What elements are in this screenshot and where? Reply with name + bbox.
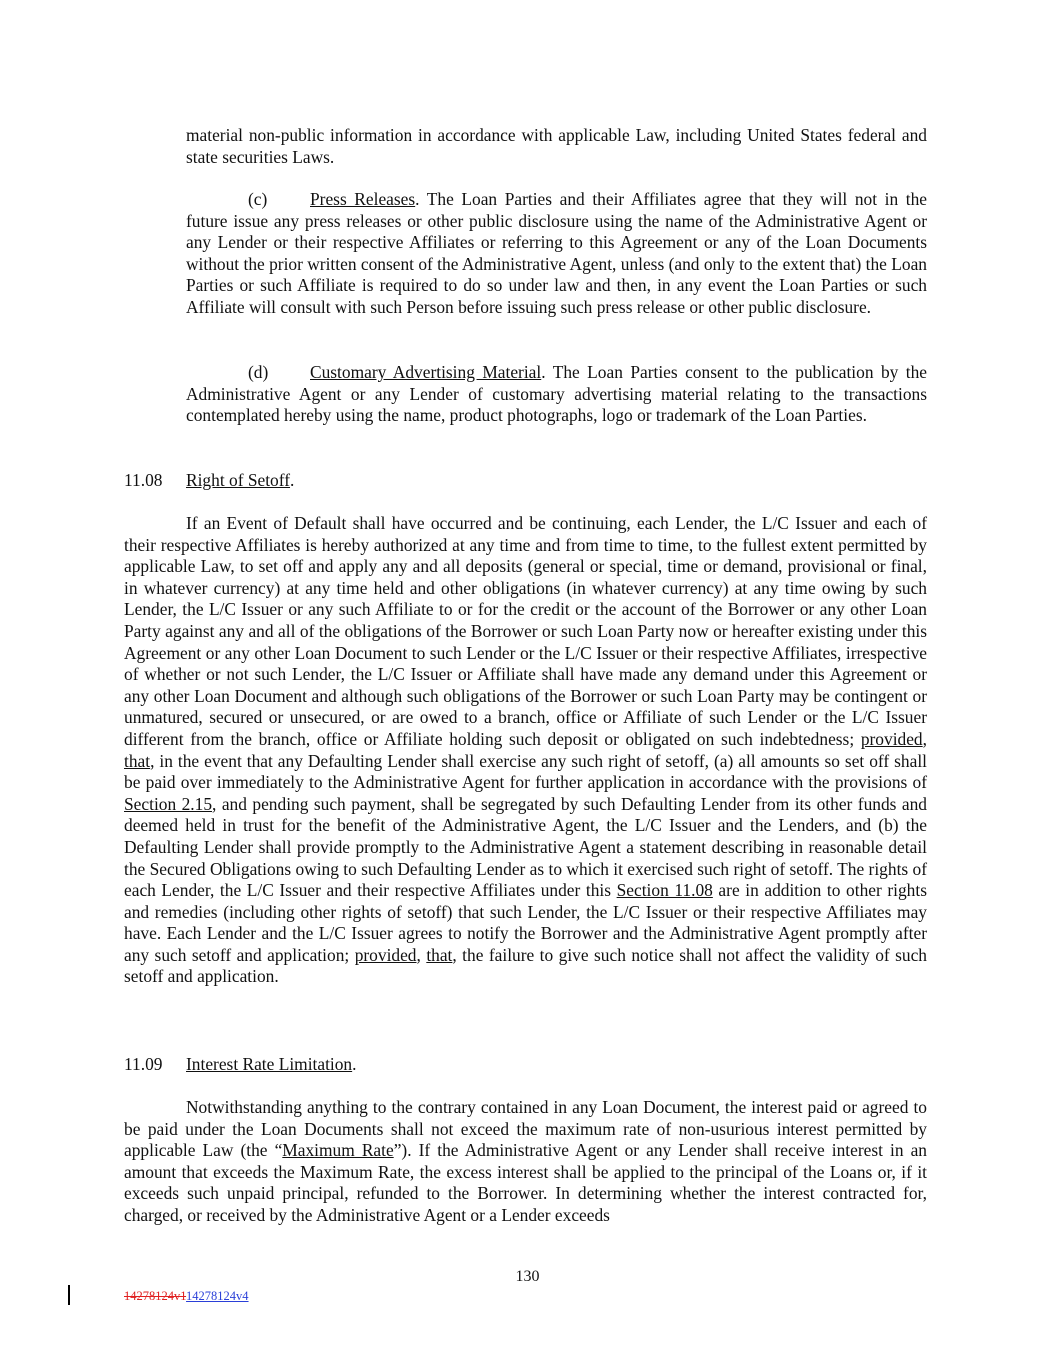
subsection-c-paragraph [186,189,927,319]
subsection-d-heading: Customary Advertising Material [310,362,542,382]
section-2-15-reference: Section 2.15 [124,793,213,814]
section-11-09-number: 11.09 [124,1054,163,1074]
subsection-d-text: . The Loan Parties consent to the publication by the Administrative Agent or any Lender of customary advertising material relating to the transactions contemplated hereby using the name, product photographs, logo or trademark of the Loan Parties. [186,362,928,426]
continuation-paragraph: material non-public information in accordance with applicable Law, including United States federal and state securities Laws. [186,125,927,167]
document-id [124,1289,249,1304]
subsection-d-paragraph [186,362,927,427]
subsection-c-label: (c) [248,189,268,209]
provided-term-2: provided [354,944,417,965]
maximum-rate-term: Maximum Rate [282,1140,394,1161]
interest-text-1: Notwithstanding anything to the contrary contained in any Loan Document, the interest paid or agreed to be paid under the Loan Documents shall not exceed the maximum rate of non-usurious interest permitted by applicable Law (the “ [124,1097,927,1161]
provided-term-1: provided [860,728,923,749]
section-11-08-period: . [290,470,295,490]
interest-text-2: ”). If the Administrative Agent or any Lender shall receive interest in an amount that exceeds the Maximum Rate, the excess interest shall be applied to the principal of the Loans or, if it exceeds such unpaid principal, refunded to the Borrower. In determining whether the interest contracted for, charged, or received by the Administrative Agent or a Lender exceeds [124,1140,927,1225]
setoff-text-3: , and pending such payment, shall be segregated by such Defaulting Lender from its other funds and deemed held in trust for the benefit of the Administrative Agent, the L/C Issuer and the Lenders, and (b) the Defaulting Lender shall provide promptly to the Administrative Agent a statement describing in reasonable detail the Secured Obligations owing to such Defaulting Lender as to which it exercised such right of setoff. The rights of each Lender, the L/C Issuer and their respective Affiliates under this [124,793,928,901]
setoff-text-1: If an Event of Default shall have occurred and be continuing, each Lender, the L/C Issuer and each of their respective Affiliates is hereby authorized at any time and from time to time, to the fullest extent permitted by applicable Law, to set off and apply any and all deposits (general or special, time or demand, provisional or final, in whatever currency) at any time held and other obligations (in whatever currency) at any time owing by such Lender, the L/C Issuer or any such Affiliate to or for the credit or the account of the Borrower or any other Loan Party against any and all of the obligations of the Borrower or such Loan Party now or hereafter existing under this Agreement or any other Loan Document to such Lender or the L/C Issuer or their respective Affiliates, irrespective of whether or not such Lender, the L/C Issuer or Affiliate shall have made any demand under this Agreement or any other Loan Document and although such obligations of the Borrower or such Loan Party may be contingent or unmatured, secured or unsecured, or are owed to a branch, office or Affiliate of such Lender or the L/C Issuer different from the branch, office or Affiliate holding such deposit or obligated on such indebtedness; [124,513,927,749]
that-term-2: that [426,944,453,965]
section-11-09-heading [124,1054,927,1076]
setoff-text-5: , the failure to give such notice shall not affect the validity of such setoff and application. [124,944,927,987]
document-id-inserted: 14278124v4 [186,1289,249,1303]
change-bar [68,1285,70,1305]
document-id-deleted: 14278124v1 [124,1289,187,1303]
section-11-09-title: Interest Rate Limitation [186,1054,353,1074]
subsection-c-heading: Press Releases [310,189,416,209]
section-11-08-reference: Section 11.08 [616,880,713,901]
section-11-08-body [124,513,927,988]
section-11-08-heading [124,470,927,492]
setoff-text-4: are in addition to other rights and remedies (including other rights of setoff) that such Lender, the L/C Issuer or their respective Affiliates may have. Each Lender and the L/C Issuer agrees to notify the Borrower and the Administrative Agent promptly after any such setoff and application; [124,880,927,965]
that-term-1: that [124,750,151,771]
section-11-09-period: . [352,1054,357,1074]
setoff-sep-2: , [416,944,427,965]
section-11-09-body [124,1097,927,1227]
page-number: 130 [515,1268,540,1285]
subsection-c-text: . The Loan Parties and their Affiliates agree that they will not in the future issue any press releases or other public disclosure using the name of the Administrative Agent or any Lender or their respective Affiliates or referring to this Agreement or any of the Loan Documents without the prior written consent of the Administrative Agent, unless (and only to the extent that) the Loan Parties or such Affiliate is required to do so under law and then, in any event the Loan Parties or such Affiliate will consult with such Person before issuing such press release or other public disclosure. [186,189,927,317]
section-11-08-title: Right of Setoff [186,470,291,490]
setoff-text-2: , in the event that any Defaulting Lender shall exercise any such right of setoff, (a) all amounts so set off shall be paid over immediately to the Administrative Agent for further application in accordance with the provisions of [124,750,927,793]
section-11-08-number: 11.08 [124,470,163,490]
setoff-sep-1: , [922,728,927,749]
subsection-d-label: (d) [248,362,269,382]
